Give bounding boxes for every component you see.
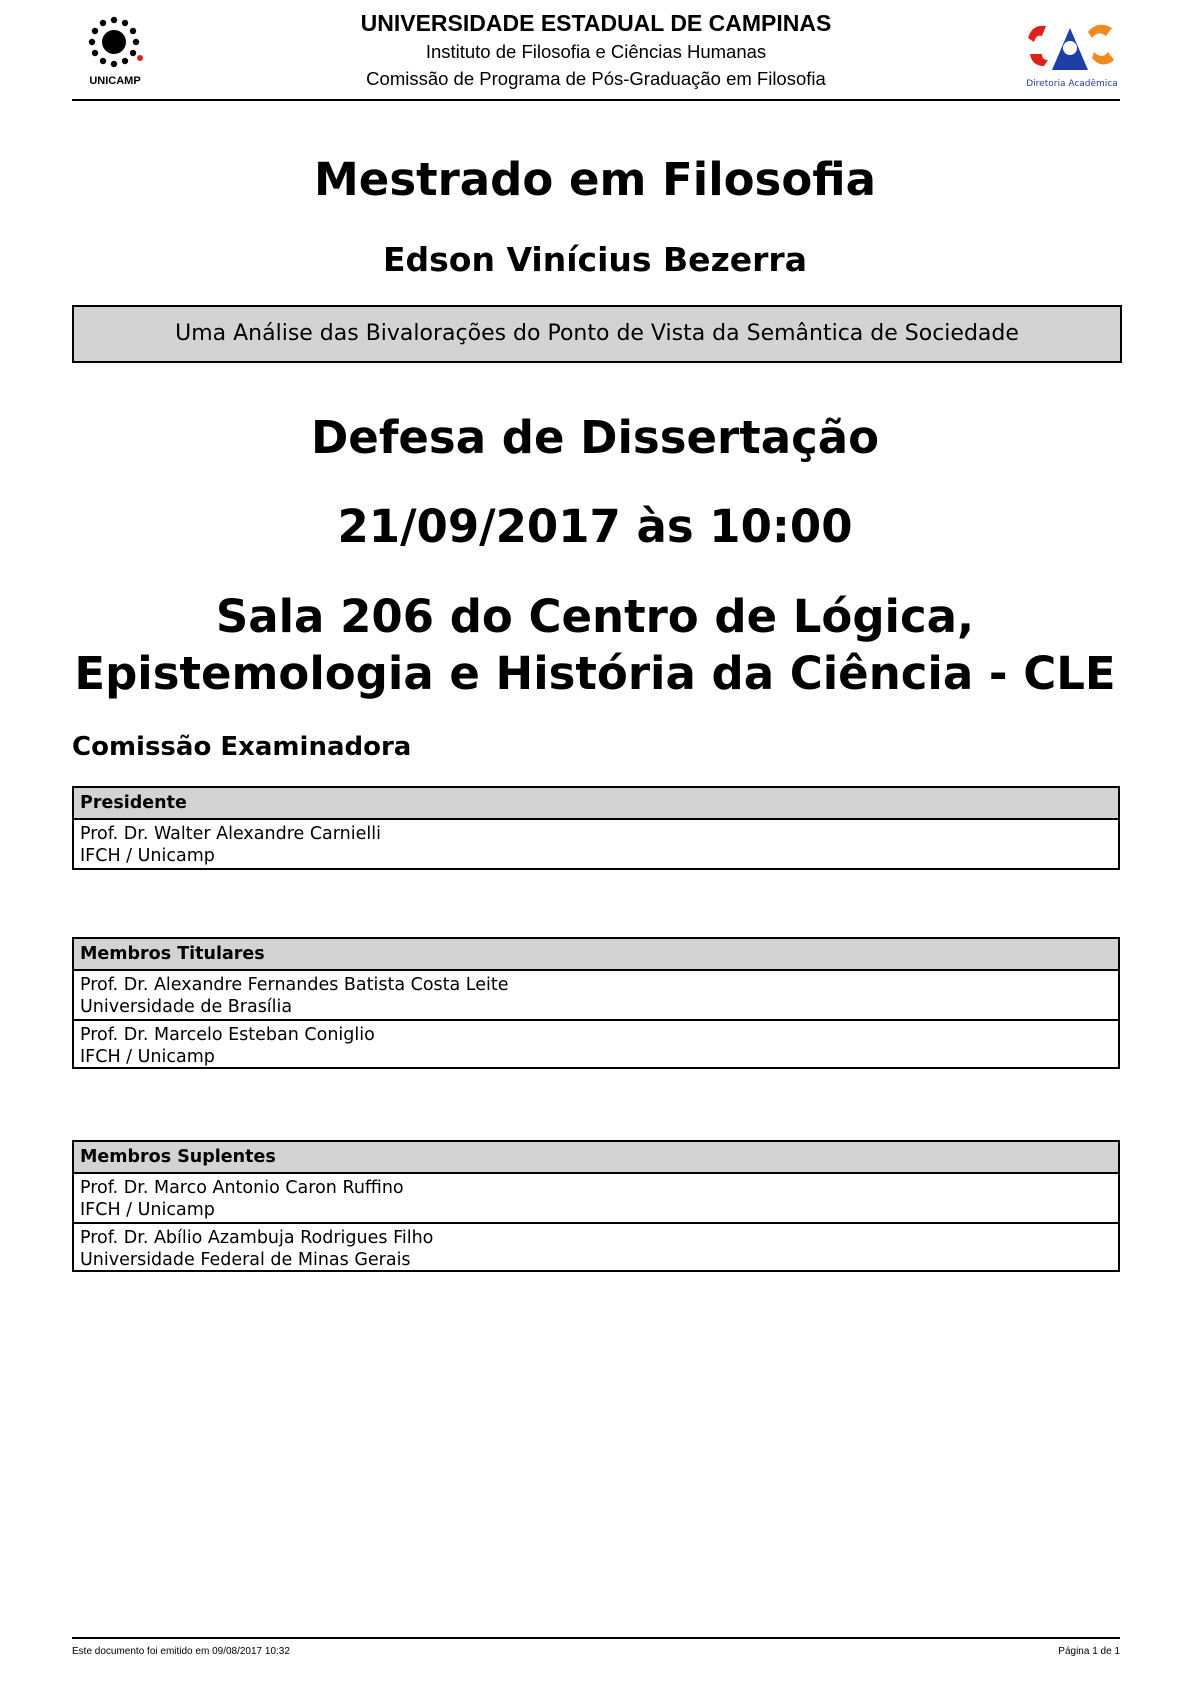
group-title: Presidente [74,788,1118,820]
member-name: Prof. Dr. Walter Alexandre Carnielli [80,824,381,844]
member-name: Prof. Dr. Marco Antonio Caron Ruffino [80,1178,404,1198]
commission-name: Comissão de Programa de Pós-Graduação em Filosofia [366,68,826,89]
member-affiliation: IFCH / Unicamp [80,1200,215,1220]
member-name: Prof. Dr. Alexandre Fernandes Batista Costa Leite [80,975,509,995]
member-affiliation: IFCH / Unicamp [80,1047,215,1067]
member-name: Prof. Dr. Marcelo Esteban Coniglio [80,1025,375,1045]
member-row [74,1174,1118,1222]
member-affiliation: Universidade de Brasília [80,997,293,1017]
page-footer [72,1637,1120,1657]
member-row [74,820,1118,868]
committee-group-titulares [72,937,1120,1069]
group-title: Membros Suplentes [74,1142,1118,1174]
committee-group-presidente [72,786,1120,870]
university-name: UNIVERSIDADE ESTADUAL DE CAMPINAS [360,10,832,36]
footer-page-number: Página 1 de 1 [1058,1646,1120,1657]
footer-issued-date: Este documento foi emitido em 09/08/2017 10:32 [72,1646,290,1657]
unicamp-logo-text: UNICAMP [89,75,141,87]
member-affiliation: Universidade Federal de Minas Gerais [80,1250,411,1270]
event-datetime: 21/09/2017 às 10:00 [337,500,853,553]
member-row [74,971,1118,1019]
member-name: Prof. Dr. Abílio Azambuja Rodrigues Filho [80,1228,434,1248]
member-affiliation: IFCH / Unicamp [80,846,215,866]
diretoria-academica-logo [1022,14,1122,92]
member-row [74,1019,1118,1067]
institute-name: Instituto de Filosofia e Ciências Humanas [425,41,767,62]
thesis-title: Uma Análise das Bivalorações do Ponto de Vista da Semântica de Sociedade [72,305,1122,363]
student-name: Edson Vinícius Bezerra [383,240,807,279]
committee-heading: Comissão Examinadora [72,732,412,762]
member-row [74,1222,1118,1270]
diretoria-academica-logo-text: Diretoria Acadêmica [1026,79,1118,89]
committee-group-suplentes [72,1140,1120,1272]
location-line-2: Epistemologia e História da Ciência - CLE [74,647,1116,700]
degree-title: Mestrado em Filosofia [314,153,876,206]
group-title: Membros Titulares [74,939,1118,971]
event-type: Defesa de Dissertação [310,411,880,464]
event-location [0,588,1190,702]
page-header [72,0,1120,101]
location-line-1: Sala 206 do Centro de Lógica, [215,590,975,643]
